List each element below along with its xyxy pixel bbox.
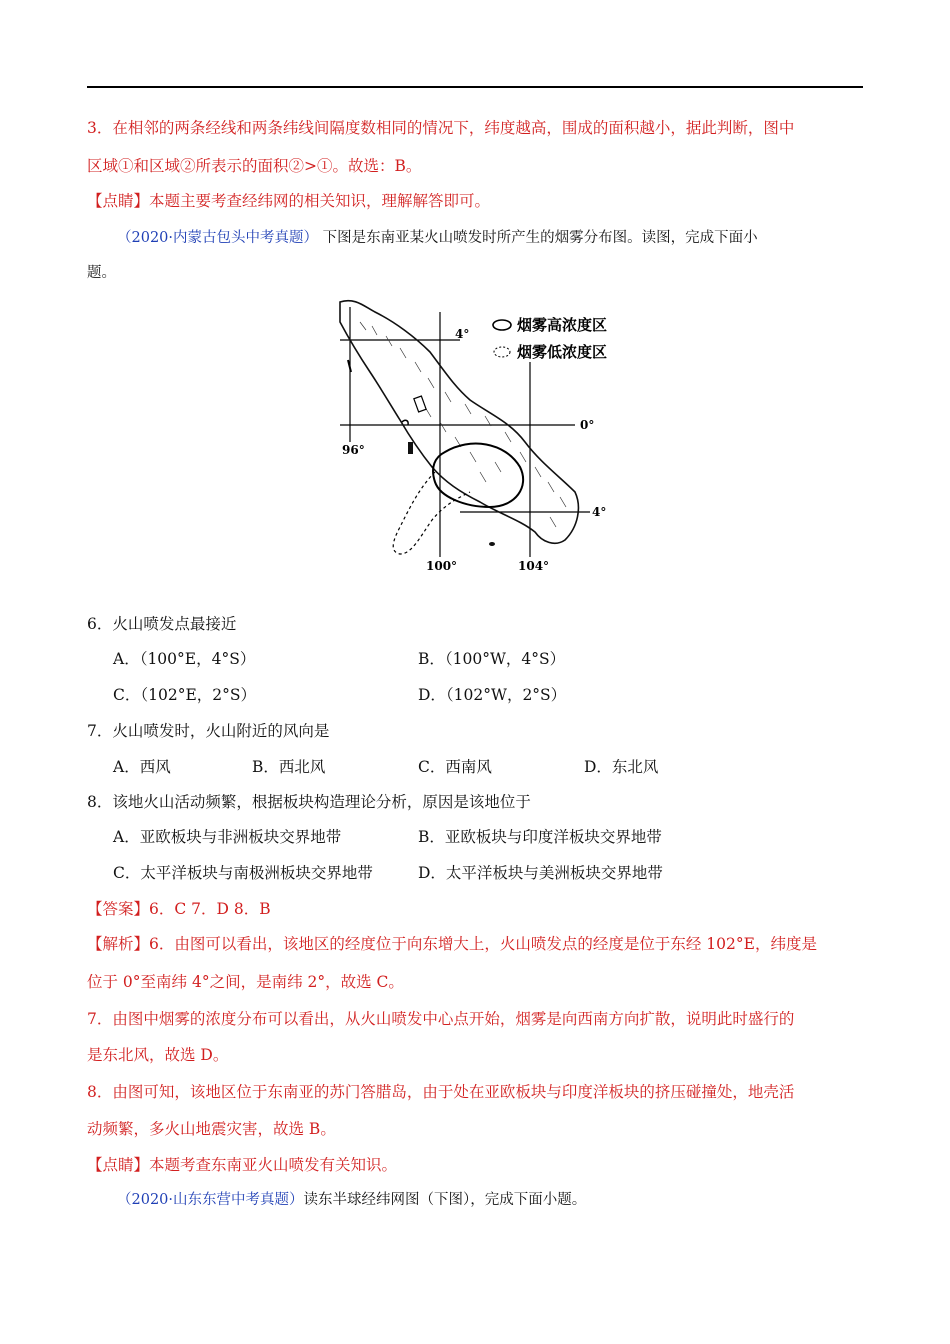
question-6-stem: 6．火山喷发点最接近 [87,615,237,633]
analysis-q8-line1: 8．由图可知，该地区位于东南亚的苏门答腊岛，由于处在亚欧板块与印度洋板块的挤压碰撞处，地壳活 [87,1083,795,1101]
tip-label: 【点睛】 [87,192,150,210]
section1-intro-line2: 题。 [87,265,116,281]
section2-intro [117,1189,586,1211]
tip2-label: 【点睛】 [87,1156,150,1174]
legend-high-icon [493,320,511,330]
answer-text: 6．C 7．D 8．B [149,900,271,918]
analysis-q6-text: 6．由图可以看出，该地区的经度位于向东增大上，火山喷发点的经度是位于东经 102°E，纬度是 [149,935,817,953]
q7-option-b: B．西北风 [252,758,326,776]
prev-analysis-line1: 3．在相邻的两条经线和两条纬线间隔度数相同的情况下，纬度越高，围成的面积越小，据此判断，图中 [87,119,795,137]
analysis-q8-line2: 动频繁，多火山地震灾害，故选 B。 [87,1120,336,1138]
lon-right-label: 104° [518,559,550,573]
tip2-text: 本题考查东南亚火山喷发有关知识。 [149,1156,398,1174]
smoke-low-zone [393,472,470,554]
q8-option-c: C．太平洋板块与南极洲板块交界地带 [113,864,373,882]
tip-2 [87,1154,397,1176]
q7-option-d: D．东北风 [584,758,659,776]
lat-bottom-label: 4° [592,505,607,519]
small-island [408,442,413,454]
q8-option-b: B．亚欧板块与印度洋板块交界地带 [418,828,662,846]
smoke-distribution-map [320,292,645,577]
answer-line [87,898,271,920]
smoke-high-zone [433,444,523,507]
q7-option-c: C．西南风 [418,758,492,776]
q6-option-c: C．（102°E，2°S） [113,686,256,704]
prev-analysis-line2: 区域①和区域②所表示的面积②>①。故选：B。 [87,157,422,175]
small-island [489,542,495,546]
question-7-stem: 7．火山喷发时，火山附近的风向是 [87,722,330,740]
legend-high-label: 烟雾高浓度区 [517,316,608,334]
analysis-q6-line2: 位于 0°至南纬 4°之间，是南纬 2°，故选 C。 [87,973,404,991]
q6-option-a: A．（100°E，4°S） [113,650,256,668]
question-8-stem: 8．该地火山活动频繁，根据板块构造理论分析，原因是该地位于 [87,793,531,811]
analysis-q7-line1: 7．由图中烟雾的浓度分布可以看出，从火山喷发中心点开始，烟雾是向西南方向扩散，说明此时盛行的 [87,1010,795,1028]
answer-label: 【答案】 [87,900,150,918]
q8-option-d: D．太平洋板块与美洲板块交界地带 [418,864,663,882]
section2-source: （2020·山东东营中考真题） [117,1192,304,1208]
analysis-q7-line2: 是东北风，故选 D。 [87,1046,229,1064]
section2-intro-text: 读东半球经纬网图（下图），完成下面小题。 [303,1192,587,1208]
legend-low-icon [494,347,510,357]
lon-mid-label: 100° [426,559,458,573]
lon-left-label: 96° [342,443,365,457]
q8-option-a: A．亚欧板块与非洲板块交界地带 [113,828,342,846]
header-rule [87,86,863,88]
lat-mid-label: 0° [580,418,595,432]
tip-text: 本题主要考查经纬网的相关知识，理解解答即可。 [149,192,491,210]
analysis-label: 【解析】 [87,935,150,953]
legend-low-label: 烟雾低浓度区 [517,343,608,361]
q6-option-b: B．（100°W，4°S） [418,650,566,668]
q7-option-a: A．西风 [113,758,171,776]
lat-top-label: 4° [455,327,470,341]
tip-1 [87,190,490,212]
q6-option-d: D．（102°W，2°S） [418,686,567,704]
section1-intro-text: 下图是东南亚某火山喷发时所产生的烟雾分布图。读图，完成下面小 [322,230,758,246]
small-island [414,396,426,412]
analysis-q6-line1 [87,933,817,955]
section1-intro [117,227,758,249]
section1-source: （2020·内蒙古包头中考真题） [117,230,319,246]
